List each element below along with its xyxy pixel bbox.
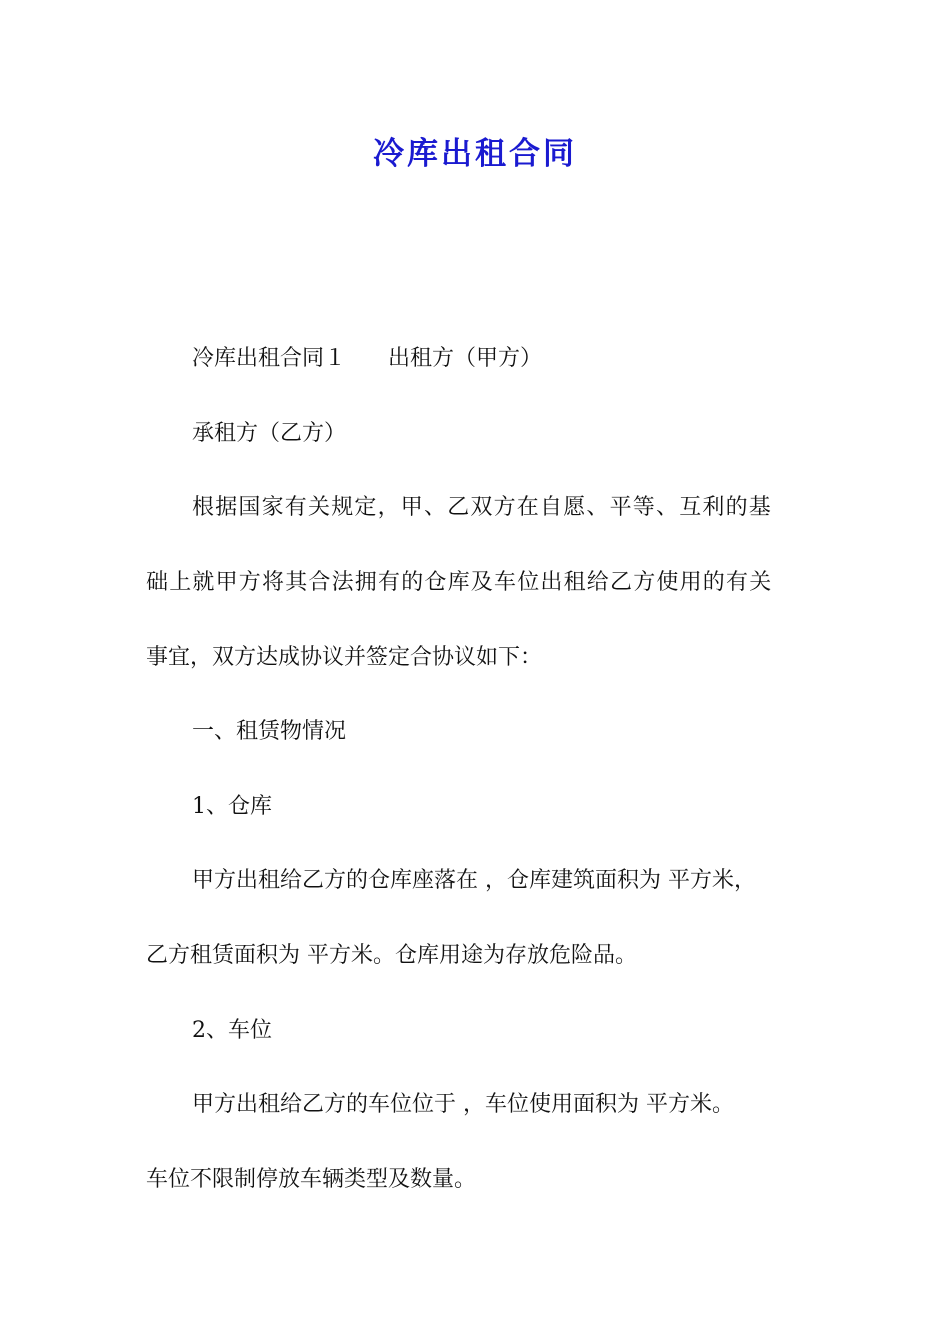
section-heading: 一、租赁物情况 xyxy=(192,719,347,744)
parking-text-line-2: 车位不限制停放车辆类型及数量。 xyxy=(146,1167,477,1192)
lessor-label: 出租方（甲方） xyxy=(388,346,543,371)
item-heading-parking: 2、车位 xyxy=(192,1018,272,1043)
preamble-line-3: 事宜，双方达成协议并签定合协议如下： xyxy=(146,645,543,670)
preamble-line-1: 根据国家有关规定，甲、乙双方在自愿、平等、互利的基 xyxy=(192,495,773,520)
parking-text-line-1: 甲方出租给乙方的车位位于 ，车位使用面积为 平方米。 xyxy=(192,1092,734,1117)
warehouse-text-line-1: 甲方出租给乙方的仓库座落在 ，仓库建筑面积为 平方米， xyxy=(192,868,756,893)
item-heading-warehouse: 1、仓库 xyxy=(192,794,272,819)
contract-heading: 冷库出租合同１ xyxy=(192,346,347,371)
intro-line xyxy=(192,344,862,374)
preamble-line-2: 础上就甲方将其合法拥有的仓库及车位出租给乙方使用的有关 xyxy=(146,570,773,595)
lessee-label: 承租方（乙方） xyxy=(192,421,347,446)
document-title: 冷库出租合同 xyxy=(373,136,577,172)
warehouse-text-line-2: 乙方租赁面积为 平方米。仓库用途为存放危险品。 xyxy=(146,943,637,968)
